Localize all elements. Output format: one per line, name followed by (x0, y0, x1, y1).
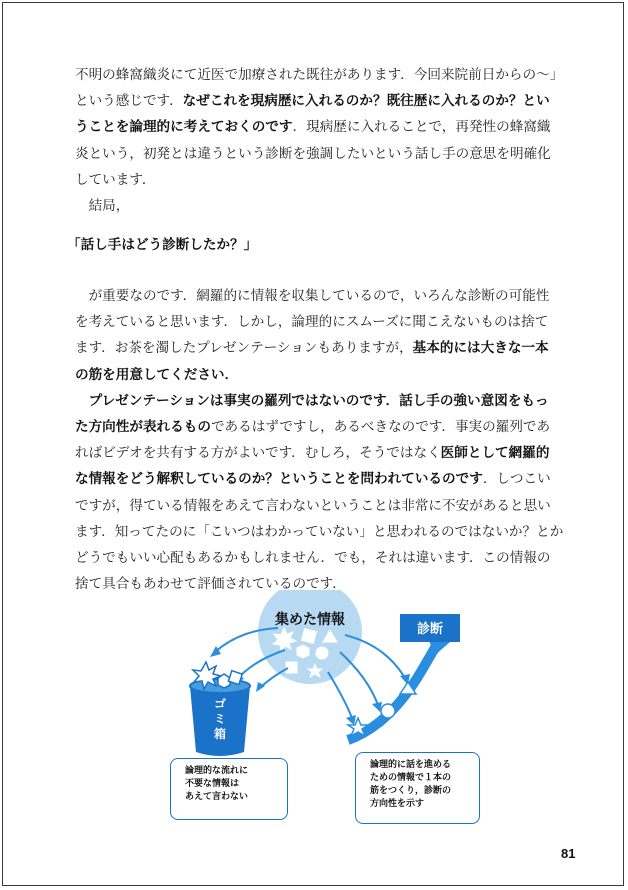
bold-text: 基本的には大きな一本 (412, 340, 549, 357)
text-span: ればビデオを共有する方がよいです．むしろ，そうではなく (75, 445, 441, 462)
trash-label-char: ゴ (213, 697, 227, 711)
text-line (75, 193, 129, 219)
text-line (75, 466, 551, 492)
text-line (75, 414, 550, 440)
text-line (75, 440, 549, 466)
bold-text: なぜこれを現病歴に入れるのか？既往歴に入れるのか？とい (182, 93, 550, 110)
text-span: どうでもいい心配もあるかもしれません．でも，それは違います．この情報の (75, 550, 551, 566)
bold-text: な情報をどう解釈しているのか？ということを問われているのです (75, 471, 483, 488)
text-span: しています． (75, 171, 156, 188)
collected-info-label: 集めた情報 (275, 612, 345, 628)
text-line (75, 362, 238, 388)
text-line (75, 88, 550, 114)
text-span: を考えていると思います．しかし，論理的にスムーズに聞こえないものは捨て (75, 314, 549, 331)
bold-text: うことを論理的に考えておくのです (75, 119, 293, 136)
bold-text: 医師として網羅的 (440, 445, 550, 462)
text-line (75, 62, 563, 88)
text-span: 炎という，初発とは違うという診断を強調したいという話し手の意思を明確化 (75, 145, 551, 162)
text-span: 捨て具合もあわせて評価されているのです． (75, 576, 346, 593)
text-line (75, 141, 551, 167)
text-span: ですが，得ている情報をあえて言わないということは非常に不安があると思い (75, 497, 551, 514)
bold-text: プレゼンテーションは事実の羅列ではないのです．話し手の強い意図をもっ (75, 392, 549, 409)
bold-text: の筋を用意してください． (75, 366, 239, 383)
path-circle-icon (381, 704, 395, 718)
callout-left-text: 論理的な流れに 不要な情報は あえて言わない (185, 766, 249, 802)
text-span: であるはずですし，あるべきなのです．事実の羅列であ (210, 419, 551, 435)
trash-square-icon (228, 671, 242, 685)
text-span: ．現病歴に入れることで，再発性の蜂窩織 (292, 119, 551, 136)
text-span: ます．知ってたのに「こいつはわかっていない」と思われるのではないか？とか (75, 523, 564, 540)
bold-text: た方向性が表れるもの (75, 419, 211, 435)
text-line (75, 114, 551, 140)
text-line (75, 283, 549, 309)
page-number: 81 (561, 846, 576, 861)
text-line (75, 167, 155, 193)
text-span: ます．お茶を濁したプレゼンテーションもありますが， (75, 340, 413, 357)
trash-label (214, 697, 226, 741)
text-span: 不明の蜂窩織炎にて近医で加療された既往があります．今回来院前日からの～」 (75, 67, 564, 83)
square-icon (302, 629, 317, 644)
section-heading: 「話し手はどう診断したか？」 (67, 237, 258, 253)
text-line (75, 493, 551, 519)
trash-label-char: ミ (213, 712, 227, 726)
text-span: が重要なのです．網羅的に情報を収集しているので，いろんな診断の可能性 (75, 288, 550, 304)
callout-right-text: 論理的に話を進める ための情報で１本の 筋をつくり，診断の 方向性を示す (370, 760, 452, 809)
text-span: という感じです． (75, 93, 183, 110)
diagnosis-label: 診断 (416, 622, 444, 637)
text-line (75, 545, 551, 571)
trash-label-char: 箱 (213, 727, 227, 741)
text-line (75, 335, 549, 361)
callout-right (355, 752, 480, 824)
text-span: ．しつこい (482, 471, 551, 488)
hexagon-icon (297, 645, 309, 658)
text-line (75, 519, 563, 545)
text-span: 結局， (75, 198, 130, 214)
circle-icon (316, 647, 328, 659)
text-line (75, 388, 549, 414)
callout-left (170, 758, 288, 820)
text-line (75, 309, 548, 335)
